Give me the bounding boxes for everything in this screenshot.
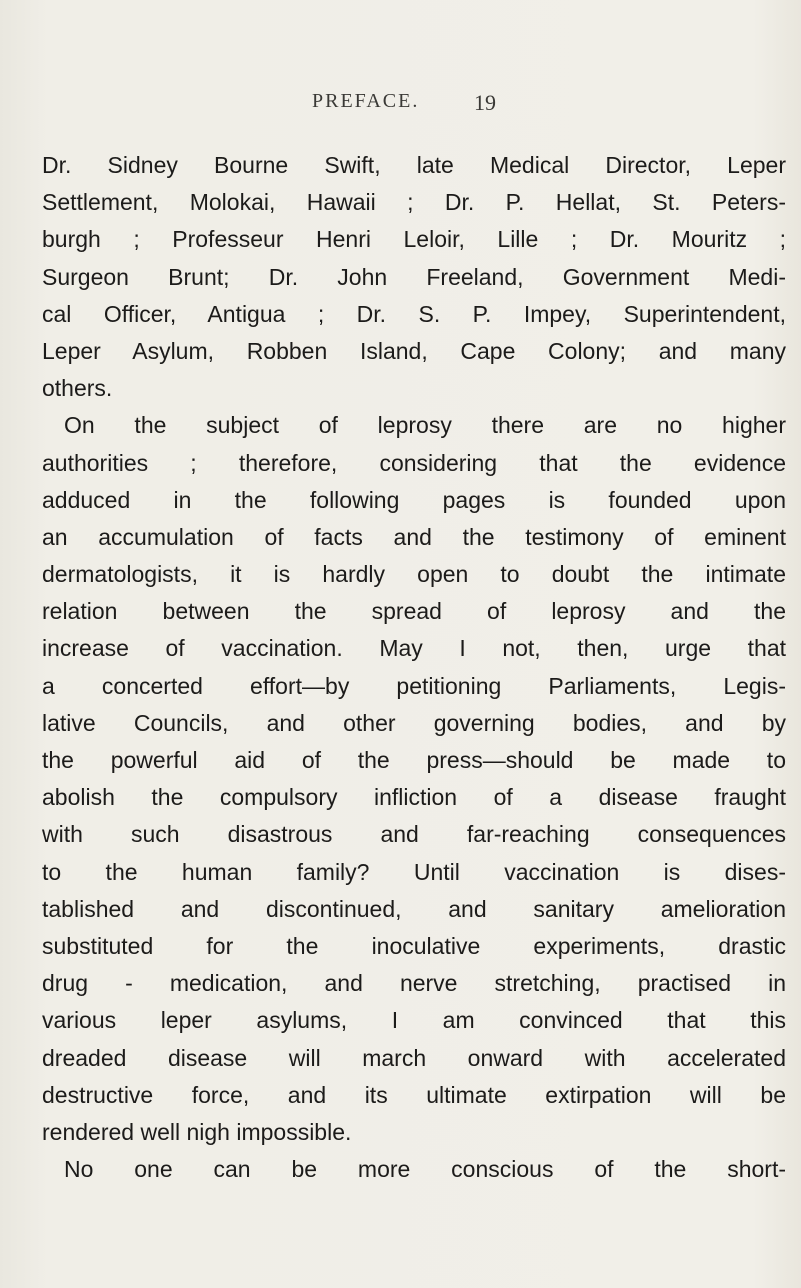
text-line: burgh ; Professeur Henri Leloir, Lille ; Dr. Mouritz ; [42,226,786,253]
text-line: dreaded disease will march onward with accelerated [42,1044,786,1071]
text-line: Leper Asylum, Robben Island, Cape Colony; and many [42,337,786,364]
paragraph-start-line: On the subject of leprosy there are no higher [64,412,786,439]
text-line: drug - medication, and nerve stretching, practised in [42,970,786,997]
text-line: abolish the compulsory infliction of a disease fraught [42,784,786,811]
text-line: authorities ; therefore, considering that the evidence [42,449,786,476]
text-line: the powerful aid of the press—should be made to [42,747,786,773]
text-line: an accumulation of facts and the testimony of eminent [42,523,786,550]
text-line: cal Officer, Antigua ; Dr. S. P. Impey, Superintendent, [42,300,786,327]
text-line: Settlement, Molokai, Hawaii ; Dr. P. Hellat, St. Peters- [42,189,786,216]
text-line: with such disastrous and far-reaching consequences [42,821,786,848]
text-line: substituted for the inoculative experiments, drastic [42,932,786,959]
text-line: destructive force, and its ultimate extirpation will be [42,1081,786,1108]
paragraph-start-line: No one can be more conscious of the short- [64,1156,786,1183]
text-line: adduced in the following pages is founded upon [42,486,786,513]
text-line: dermatologists, it is hardly open to doubt the intimate [42,561,786,588]
text-line: relation between the spread of leprosy and the [42,598,786,625]
page-number: 19 [474,90,496,115]
text-line: various leper asylums, I am convinced that this [42,1007,786,1034]
text-line: Dr. Sidney Bourne Swift, late Medical Director, Leper [42,152,786,178]
text-line: increase of vaccination. May I not, then, urge that [42,635,786,662]
text-line: Surgeon Brunt; Dr. John Freeland, Government Medi- [42,263,786,290]
text-line: to the human family? Until vaccination is dises- [42,858,786,885]
text-line: tablished and discontinued, and sanitary amelioration [42,895,786,922]
text-line: a concerted effort—by petitioning Parliaments, Legis- [42,672,786,699]
running-head [0,90,801,120]
body-text [42,147,786,1188]
text-line: lative Councils, and other governing bodies, and by [42,709,786,736]
running-head-title: PREFACE. [312,90,420,112]
text-line: rendered well nigh impossible. [42,1118,352,1145]
text-line: others. [42,375,113,402]
